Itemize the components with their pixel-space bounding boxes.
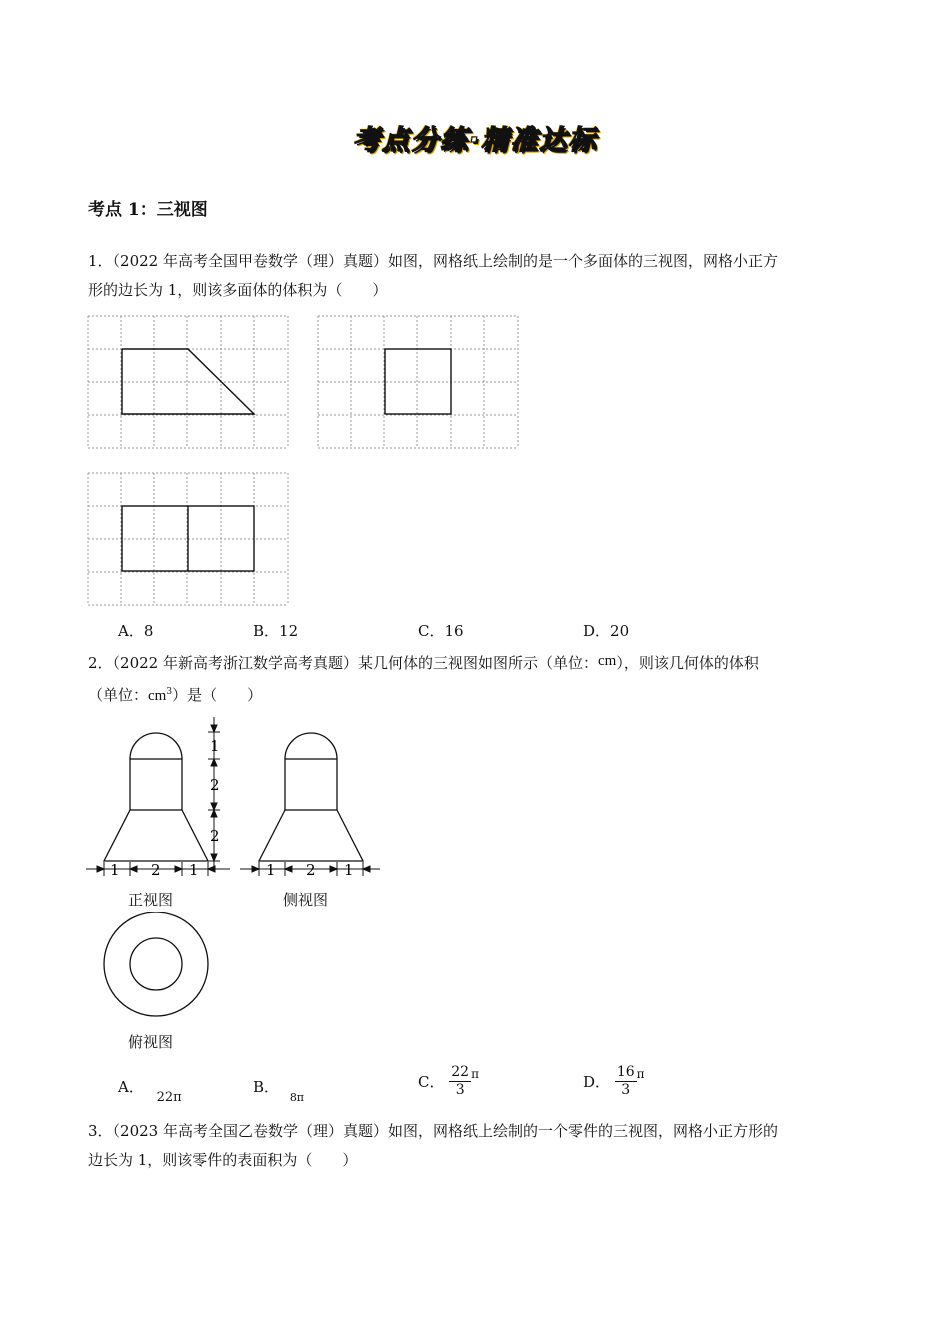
q2-caption-top: 俯视图 <box>128 1033 174 1051</box>
q1-front-view-grid <box>87 315 289 449</box>
q2-dim-2a: 2 <box>210 776 220 794</box>
q2-side-bottom-dim-3: 1 <box>344 861 354 879</box>
question-2-text <box>88 647 858 711</box>
q1-top-view-grid <box>87 472 289 606</box>
q2-dim-1: 1 <box>210 737 220 755</box>
q2-option-b-value: 8π <box>289 1091 305 1104</box>
q2-front-bottom-dim-2: 2 <box>151 861 161 879</box>
banner-title: 考点分练·精准达标 <box>352 125 598 156</box>
q2-option-c-label: C． <box>418 1073 445 1091</box>
question-2-line-1-b: ），则该几何体的体积 <box>616 654 759 672</box>
q1-option-d[interactable]: D．20 <box>583 622 630 640</box>
question-2-line-1-a: 2．（2022 年新高考浙江数学高考真题）某几何体的三视图如图所示（单位： <box>88 654 598 672</box>
q2-option-c-pi: π <box>471 1066 479 1081</box>
q2-option-c-numerator: 22 <box>451 1064 470 1080</box>
section-title: 考点 1：三视图 <box>88 200 208 220</box>
q2-option-c-denominator: 3 <box>455 1082 465 1098</box>
question-2-unit-2-sup: 3 <box>166 687 173 697</box>
q2-option-a-label: A． <box>118 1078 144 1096</box>
q2-front-bottom-dim-1: 1 <box>110 861 120 879</box>
q2-option-c[interactable] <box>418 1064 479 1099</box>
q2-front-bottom-dim-3: 1 <box>189 861 199 879</box>
q2-option-a[interactable] <box>118 1076 182 1105</box>
q2-option-a-value: 22π <box>156 1090 182 1105</box>
q2-option-d[interactable] <box>583 1064 645 1099</box>
question-2-line-2-a: （单位： <box>88 686 149 704</box>
question-2-unit-1: cm <box>598 653 617 669</box>
q1-side-view-grid <box>317 315 519 449</box>
q2-option-c-fraction <box>449 1064 471 1099</box>
question-1-line-1: 1．（2022 年高考全国甲卷数学（理）真题）如图，网格纸上绘制的是一个多面体的三视图，网格小正方 <box>88 252 778 270</box>
q2-option-d-denominator: 3 <box>621 1082 631 1098</box>
q1-option-a[interactable]: A．8 <box>118 622 154 640</box>
question-3-text <box>88 1117 858 1175</box>
question-2-line-2-b: ）是（ ） <box>172 686 263 704</box>
q2-top-view <box>100 912 212 1024</box>
q2-dim-2b: 2 <box>210 827 220 845</box>
q2-side-bottom-dim-2: 2 <box>306 861 316 879</box>
q2-option-d-numerator: 16 <box>616 1064 635 1080</box>
q2-front-view <box>82 715 242 880</box>
q2-caption-side: 侧视图 <box>283 891 329 909</box>
question-2-line-2 <box>88 678 858 711</box>
q2-caption-front: 正视图 <box>128 891 174 909</box>
q2-option-b-label: B． <box>253 1078 280 1096</box>
q2-side-view <box>240 715 385 880</box>
question-2-unit-2: cm <box>148 688 167 704</box>
question-3-line-1: 3．（2023 年高考全国乙卷数学（理）真题）如图，网格纸上绘制的一个零件的三视图，网格小正方形的 <box>88 1122 778 1140</box>
question-1-line-2: 形的边长为 1，则该多面体的体积为（ ） <box>88 281 388 299</box>
question-3-line-2: 边长为 1，则该零件的表面积为（ ） <box>88 1151 358 1169</box>
question-1-text <box>88 247 858 305</box>
q2-option-d-fraction <box>615 1064 637 1099</box>
q1-option-b[interactable]: B．12 <box>253 622 299 640</box>
question-2-line-1 <box>88 647 858 678</box>
q2-option-d-label: D． <box>583 1073 611 1091</box>
q2-side-bottom-dim-1: 1 <box>266 861 276 879</box>
q1-option-c[interactable]: C．16 <box>418 622 464 640</box>
q2-option-d-pi: π <box>636 1066 645 1081</box>
